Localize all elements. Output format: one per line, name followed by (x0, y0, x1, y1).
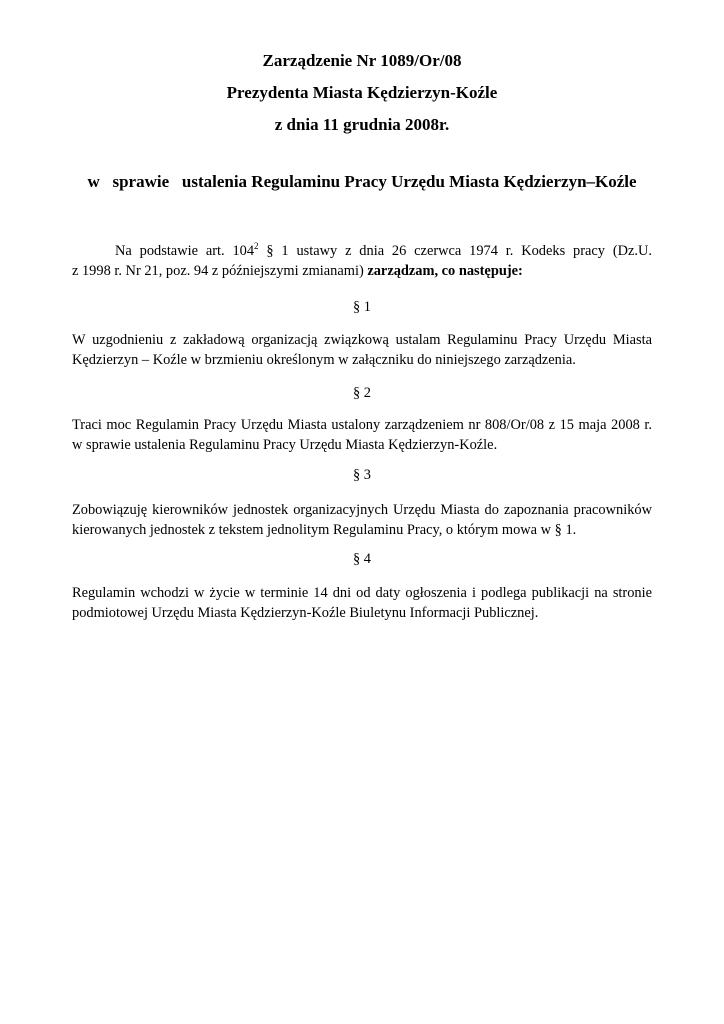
section-2-symbol: § 2 (353, 385, 371, 401)
section-2-line-1: Traci moc Regulamin Pracy Urzędu Miasta ustalony zarządzeniem nr 808/Or/08 z 15 maja 2008 r. (72, 417, 652, 433)
document-title: Zarządzenie Nr 1089/Or/08 (262, 51, 462, 70)
section-1-line-2: Kędzierzyn – Koźle w brzmieniu określonym w załączniku do niniejszego zarządzenia. (72, 352, 576, 368)
document-issuer: Prezydenta Miasta Kędzierzyn-Koźle (226, 83, 498, 102)
section-3-symbol: § 3 (353, 467, 371, 483)
section-4-line-1: Regulamin wchodzi w życie w terminie 14 dni od daty ogłoszenia i podlega publikacji na stronie (72, 585, 652, 601)
intro-line-1 (72, 241, 652, 261)
document-date: z dnia 11 grudnia 2008r. (274, 115, 450, 134)
section-2-paragraph (72, 415, 652, 455)
section-1-symbol: § 1 (353, 299, 371, 315)
section-2-line-2: w sprawie ustalenia Regulaminu Pracy Urzędu Miasta Kędzierzyn-Koźle. (72, 437, 498, 453)
document-subject: w sprawie ustalenia Regulaminu Pracy Urzędu Miasta Kędzierzyn–Koźle (87, 172, 637, 191)
intro-text-2: z 1998 r. Nr 21, poz. 94 z późniejszymi zmianami) (72, 263, 368, 279)
intro-decree-phrase: zarządzam, co następuje: (367, 263, 523, 279)
section-3-line-2: kierowanych jednostek z tekstem jednolitym Regulaminu Pracy, o którym mowa w § 1. (72, 522, 577, 538)
intro-paragraph (72, 241, 652, 281)
section-4-symbol: § 4 (353, 551, 371, 567)
section-4-paragraph (72, 583, 652, 623)
section-3-paragraph (72, 500, 652, 540)
intro-line-2 (72, 261, 652, 281)
article-superscript: 2 (254, 241, 259, 251)
section-1-paragraph (72, 330, 652, 370)
intro-text-1-rest: § 1 ustawy z dnia 26 czerwca 1974 r. Kodeks pracy (Dz.U. (258, 243, 652, 259)
section-1-line-1: W uzgodnieniu z zakładową organizacją związkową ustalam Regulaminu Pracy Urzędu Miasta (72, 332, 652, 348)
section-4-line-2: podmiotowej Urzędu Miasta Kędzierzyn-Koźle Biuletynu Informacji Publicznej. (72, 605, 539, 621)
section-3-line-1: Zobowiązuję kierowników jednostek organizacyjnych Urzędu Miasta do zapoznania pracowników (72, 502, 652, 518)
intro-text-1: Na podstawie art. 104 (115, 243, 255, 259)
